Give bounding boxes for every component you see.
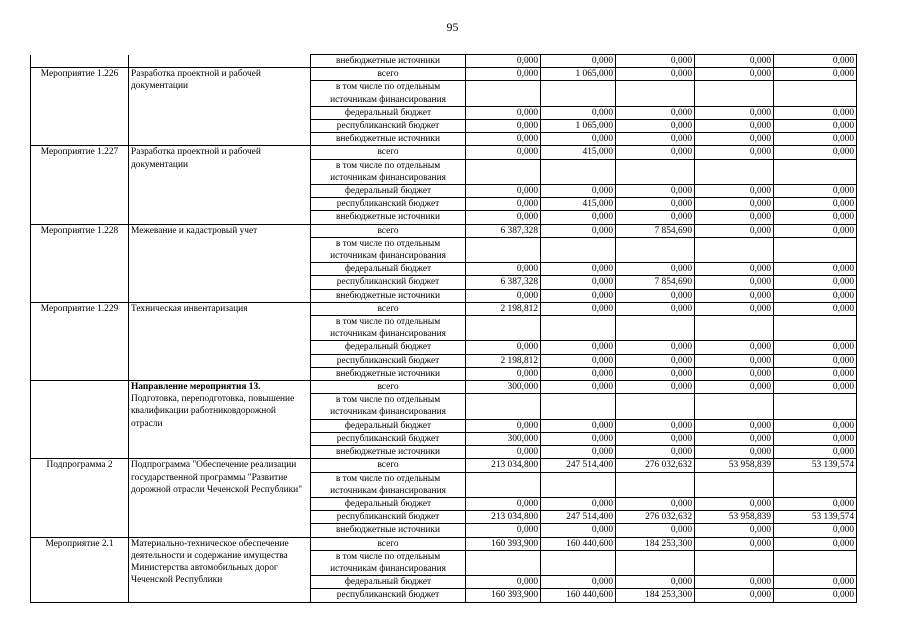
amount-cell: 0,000: [541, 367, 616, 380]
amount-cell: 0,000: [695, 354, 774, 367]
amount-cell: 0,000: [774, 302, 857, 315]
amount-cell: 0,000: [774, 524, 857, 537]
amount-cell: 0,000: [541, 354, 616, 367]
amount-cell: 0,000: [695, 68, 774, 81]
measure-name-text: Материально-техническое обеспечение деятельности и содержание имущества Министерства автомобильных дорог Чеченской Республики: [131, 538, 289, 586]
amount-cell: 0,000: [695, 576, 774, 589]
funding-source: республиканский бюджет: [311, 276, 466, 289]
funding-source: в том числе по отдельным источникам финансирования: [311, 394, 466, 419]
amount-cell: 0,000: [466, 133, 541, 146]
amount-cell: 0,000: [695, 289, 774, 302]
amount-cell: [466, 472, 541, 497]
amount-cell: [616, 81, 695, 106]
amount-cell: 0,000: [616, 198, 695, 211]
amount-cell: 0,000: [774, 120, 857, 133]
table-row: [31, 68, 857, 81]
funding-source: республиканский бюджет: [311, 589, 466, 602]
funding-source: внебюджетные источники: [311, 446, 466, 459]
amount-cell: 0,000: [616, 524, 695, 537]
measure-name: [129, 537, 311, 602]
funding-source: федеральный бюджет: [311, 497, 466, 510]
amount-cell: 0,000: [695, 133, 774, 146]
amount-cell: 0,000: [616, 432, 695, 445]
measure-name: [129, 459, 311, 537]
amount-cell: 0,000: [541, 419, 616, 432]
amount-cell: 0,000: [616, 133, 695, 146]
amount-cell: 0,000: [541, 224, 616, 237]
measure-name: [129, 146, 311, 224]
measure-code: Мероприятие 2.1: [31, 537, 129, 602]
amount-cell: [616, 550, 695, 575]
amount-cell: [541, 394, 616, 419]
amount-cell: [774, 550, 857, 575]
measure-name: [129, 302, 311, 380]
funding-source: республиканский бюджет: [311, 354, 466, 367]
amount-cell: 0,000: [466, 55, 541, 68]
funding-source: внебюджетные источники: [311, 289, 466, 302]
amount-cell: 0,000: [774, 211, 857, 224]
amount-cell: 0,000: [616, 576, 695, 589]
measure-code: [31, 381, 129, 459]
measure-name: [129, 381, 311, 459]
amount-cell: 213 034,800: [466, 459, 541, 472]
amount-cell: [466, 394, 541, 419]
amount-cell: 0,000: [695, 419, 774, 432]
measure-direction-title: Направление мероприятия 13.: [131, 382, 261, 393]
funding-source: в том числе по отдельным источникам финансирования: [311, 159, 466, 184]
funding-source: в том числе по отдельным источникам финансирования: [311, 81, 466, 106]
page-number: 95: [446, 20, 459, 34]
amount-cell: [541, 237, 616, 262]
table-row: [31, 146, 857, 159]
amount-cell: 0,000: [774, 185, 857, 198]
amount-cell: [695, 394, 774, 419]
measure-code: Мероприятие 1.229: [31, 302, 129, 380]
amount-cell: 0,000: [466, 146, 541, 159]
amount-cell: [695, 316, 774, 341]
amount-cell: 0,000: [616, 120, 695, 133]
amount-cell: 0,000: [695, 263, 774, 276]
amount-cell: 0,000: [616, 55, 695, 68]
amount-cell: 0,000: [466, 446, 541, 459]
amount-cell: 0,000: [466, 497, 541, 510]
amount-cell: 0,000: [541, 524, 616, 537]
amount-cell: 0,000: [695, 446, 774, 459]
budget-table: [30, 54, 857, 603]
amount-cell: 160 393,900: [466, 589, 541, 602]
measure-name-text: Разработка проектной и рабочей документации: [131, 147, 261, 170]
amount-cell: [695, 472, 774, 497]
amount-cell: 0,000: [695, 589, 774, 602]
amount-cell: 0,000: [616, 106, 695, 119]
amount-cell: 0,000: [774, 133, 857, 146]
amount-cell: 53 958,839: [695, 511, 774, 524]
amount-cell: 276 032,632: [616, 459, 695, 472]
amount-cell: 0,000: [774, 419, 857, 432]
table-row: [31, 55, 857, 68]
amount-cell: 0,000: [541, 381, 616, 394]
amount-cell: [774, 472, 857, 497]
amount-cell: 0,000: [695, 341, 774, 354]
amount-cell: 0,000: [695, 537, 774, 550]
amount-cell: 0,000: [466, 419, 541, 432]
amount-cell: 6 387,328: [466, 276, 541, 289]
amount-cell: 0,000: [541, 263, 616, 276]
amount-cell: 0,000: [466, 367, 541, 380]
amount-cell: 160 393,900: [466, 537, 541, 550]
amount-cell: 0,000: [774, 432, 857, 445]
amount-cell: 0,000: [774, 537, 857, 550]
amount-cell: 0,000: [616, 146, 695, 159]
funding-source: внебюджетные источники: [311, 133, 466, 146]
amount-cell: 247 514,400: [541, 511, 616, 524]
amount-cell: 0,000: [774, 576, 857, 589]
amount-cell: 0,000: [695, 198, 774, 211]
measure-code: Мероприятие 1.226: [31, 68, 129, 146]
amount-cell: [466, 159, 541, 184]
amount-cell: 0,000: [695, 524, 774, 537]
amount-cell: 2 198,812: [466, 302, 541, 315]
amount-cell: 0,000: [774, 289, 857, 302]
amount-cell: 0,000: [774, 367, 857, 380]
amount-cell: 0,000: [695, 224, 774, 237]
funding-source: всего: [311, 459, 466, 472]
amount-cell: 0,000: [774, 354, 857, 367]
amount-cell: 53 139,574: [774, 459, 857, 472]
amount-cell: 0,000: [695, 106, 774, 119]
funding-source: федеральный бюджет: [311, 419, 466, 432]
amount-cell: 0,000: [695, 276, 774, 289]
amount-cell: 2 198,812: [466, 354, 541, 367]
amount-cell: 0,000: [466, 68, 541, 81]
amount-cell: 0,000: [616, 367, 695, 380]
funding-source: республиканский бюджет: [311, 432, 466, 445]
amount-cell: 7 854,690: [616, 276, 695, 289]
amount-cell: 0,000: [466, 289, 541, 302]
amount-cell: 53 139,574: [774, 511, 857, 524]
measure-name-text: Межевание и кадастровый учет: [131, 225, 258, 236]
amount-cell: 0,000: [695, 211, 774, 224]
amount-cell: 0,000: [774, 446, 857, 459]
amount-cell: 0,000: [541, 576, 616, 589]
amount-cell: 276 032,632: [616, 511, 695, 524]
amount-cell: 0,000: [541, 276, 616, 289]
amount-cell: 0,000: [695, 497, 774, 510]
amount-cell: 6 387,328: [466, 224, 541, 237]
amount-cell: [774, 316, 857, 341]
funding-source: всего: [311, 537, 466, 550]
amount-cell: 0,000: [541, 55, 616, 68]
amount-cell: [541, 81, 616, 106]
amount-cell: 300,000: [466, 432, 541, 445]
funding-source: федеральный бюджет: [311, 106, 466, 119]
amount-cell: [695, 550, 774, 575]
amount-cell: 0,000: [541, 432, 616, 445]
funding-source: всего: [311, 68, 466, 81]
amount-cell: [774, 81, 857, 106]
amount-cell: 0,000: [466, 576, 541, 589]
amount-cell: 0,000: [541, 289, 616, 302]
measure-code: [31, 55, 129, 68]
amount-cell: 0,000: [695, 146, 774, 159]
amount-cell: 0,000: [774, 263, 857, 276]
funding-source: всего: [311, 381, 466, 394]
amount-cell: 0,000: [774, 198, 857, 211]
amount-cell: 0,000: [695, 367, 774, 380]
amount-cell: [541, 159, 616, 184]
funding-source: федеральный бюджет: [311, 185, 466, 198]
funding-source: в том числе по отдельным источникам финансирования: [311, 237, 466, 262]
amount-cell: 0,000: [541, 106, 616, 119]
amount-cell: 0,000: [466, 211, 541, 224]
amount-cell: [466, 550, 541, 575]
funding-source: федеральный бюджет: [311, 263, 466, 276]
measure-name-text: Подготовка, переподготовка, повышение квалификации работниковдорожной отрасли: [131, 394, 295, 429]
amount-cell: 0,000: [774, 106, 857, 119]
amount-cell: 213 034,800: [466, 511, 541, 524]
amount-cell: 184 253,300: [616, 537, 695, 550]
measure-name: [129, 224, 311, 302]
amount-cell: [774, 159, 857, 184]
amount-cell: 1 065,000: [541, 68, 616, 81]
measure-name-text: Разработка проектной и рабочей документации: [131, 69, 261, 92]
amount-cell: [774, 394, 857, 419]
amount-cell: [695, 237, 774, 262]
amount-cell: 0,000: [541, 302, 616, 315]
amount-cell: 0,000: [774, 68, 857, 81]
amount-cell: 0,000: [616, 263, 695, 276]
amount-cell: 0,000: [695, 185, 774, 198]
amount-cell: 0,000: [774, 224, 857, 237]
funding-source: внебюджетные источники: [311, 55, 466, 68]
measure-name: [129, 55, 311, 68]
funding-source: всего: [311, 146, 466, 159]
amount-cell: [466, 237, 541, 262]
amount-cell: [541, 316, 616, 341]
amount-cell: 0,000: [774, 341, 857, 354]
amount-cell: 0,000: [466, 524, 541, 537]
funding-source: республиканский бюджет: [311, 198, 466, 211]
amount-cell: 0,000: [466, 120, 541, 133]
amount-cell: 0,000: [541, 185, 616, 198]
amount-cell: 0,000: [774, 589, 857, 602]
amount-cell: 0,000: [466, 106, 541, 119]
measure-name-text: Подпрограмма "Обеспечение реализации государственной программы "Развитие дорожной отрасли Чеченской Республики": [131, 460, 303, 495]
funding-source: федеральный бюджет: [311, 341, 466, 354]
amount-cell: 184 253,300: [616, 589, 695, 602]
amount-cell: 415,000: [541, 198, 616, 211]
amount-cell: [616, 472, 695, 497]
table-row: [31, 224, 857, 237]
amount-cell: [466, 316, 541, 341]
measure-code: Мероприятие 1.228: [31, 224, 129, 302]
amount-cell: 0,000: [616, 419, 695, 432]
amount-cell: 0,000: [774, 146, 857, 159]
funding-source: внебюджетные источники: [311, 211, 466, 224]
measure-name-text: Техническая инвентаризация: [131, 303, 248, 314]
amount-cell: 1 065,000: [541, 120, 616, 133]
amount-cell: 160 440,600: [541, 537, 616, 550]
table-row: [31, 537, 857, 550]
amount-cell: 0,000: [466, 341, 541, 354]
funding-source: всего: [311, 302, 466, 315]
amount-cell: [616, 237, 695, 262]
amount-cell: [616, 394, 695, 419]
amount-cell: 0,000: [774, 55, 857, 68]
funding-source: внебюджетные источники: [311, 524, 466, 537]
table-row: [31, 381, 857, 394]
amount-cell: 0,000: [616, 289, 695, 302]
amount-cell: 0,000: [466, 185, 541, 198]
amount-cell: 0,000: [541, 446, 616, 459]
amount-cell: 0,000: [541, 133, 616, 146]
amount-cell: 0,000: [616, 497, 695, 510]
funding-source: всего: [311, 224, 466, 237]
amount-cell: 0,000: [695, 55, 774, 68]
amount-cell: 0,000: [466, 198, 541, 211]
amount-cell: [541, 472, 616, 497]
amount-cell: 0,000: [774, 497, 857, 510]
funding-source: республиканский бюджет: [311, 511, 466, 524]
amount-cell: [695, 81, 774, 106]
funding-source: республиканский бюджет: [311, 120, 466, 133]
amount-cell: 247 514,400: [541, 459, 616, 472]
amount-cell: [616, 159, 695, 184]
amount-cell: 0,000: [695, 302, 774, 315]
amount-cell: [695, 159, 774, 184]
amount-cell: 7 854,690: [616, 224, 695, 237]
amount-cell: 0,000: [616, 354, 695, 367]
table-row: [31, 459, 857, 472]
measure-name: [129, 68, 311, 146]
amount-cell: 0,000: [616, 68, 695, 81]
funding-source: в том числе по отдельным источникам финансирования: [311, 550, 466, 575]
funding-source: федеральный бюджет: [311, 576, 466, 589]
table-row: [31, 302, 857, 315]
amount-cell: 0,000: [695, 120, 774, 133]
amount-cell: 0,000: [541, 497, 616, 510]
amount-cell: 0,000: [466, 263, 541, 276]
amount-cell: 0,000: [616, 185, 695, 198]
amount-cell: [541, 550, 616, 575]
amount-cell: 300,000: [466, 381, 541, 394]
measure-code: Подпрограмма 2: [31, 459, 129, 537]
amount-cell: 160 440,600: [541, 589, 616, 602]
amount-cell: 53 958,839: [695, 459, 774, 472]
amount-cell: 0,000: [774, 381, 857, 394]
amount-cell: [616, 316, 695, 341]
funding-source: внебюджетные источники: [311, 367, 466, 380]
amount-cell: 0,000: [541, 341, 616, 354]
amount-cell: 0,000: [774, 276, 857, 289]
measure-code: Мероприятие 1.227: [31, 146, 129, 224]
funding-source: в том числе по отдельным источникам финансирования: [311, 472, 466, 497]
amount-cell: 0,000: [616, 341, 695, 354]
amount-cell: 0,000: [616, 446, 695, 459]
amount-cell: 0,000: [616, 211, 695, 224]
amount-cell: 0,000: [541, 211, 616, 224]
amount-cell: 0,000: [616, 302, 695, 315]
funding-source: в том числе по отдельным источникам финансирования: [311, 316, 466, 341]
amount-cell: [466, 81, 541, 106]
amount-cell: 0,000: [616, 381, 695, 394]
amount-cell: [774, 237, 857, 262]
amount-cell: 0,000: [695, 381, 774, 394]
amount-cell: 0,000: [695, 432, 774, 445]
amount-cell: 415,000: [541, 146, 616, 159]
